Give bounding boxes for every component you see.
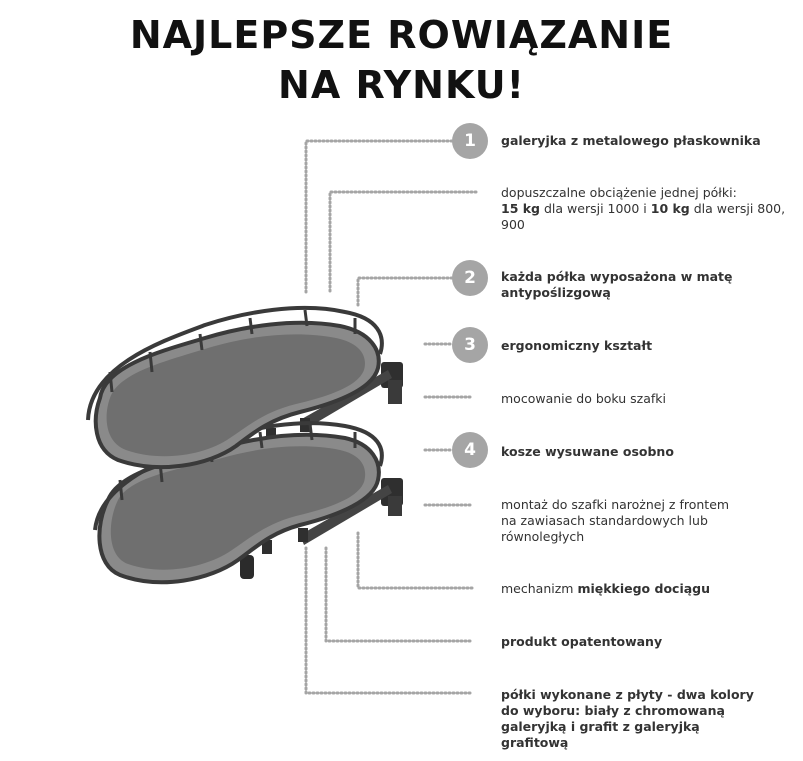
badge-4: 4 (452, 432, 488, 468)
soft-close-text: mechanizm (501, 581, 578, 596)
feature-ergonomic-shape: ergonomiczny kształt (501, 338, 653, 353)
soft-close-bold: miękkiego dociągu (577, 581, 711, 596)
badge-2: 2 (452, 260, 488, 296)
feature-board-colors: półki wykonane z płyty - dwa kolory do wyboru: biały z chromowaną galeryjką i grafit z galeryjką grafitową (501, 687, 754, 750)
feature-load-capacity (501, 185, 801, 233)
load-bold-a: 15 kg (501, 201, 541, 216)
feature-side-mounting: mocowanie do boku szafki (501, 391, 667, 406)
load-text-c: dla wersji 800, 900 (501, 201, 786, 232)
headline-line-1: NAJLEPSZE ROWIĄZANIE (129, 13, 674, 57)
badge-1: 1 (452, 123, 488, 159)
load-text-b: dla wersji 1000 i (540, 201, 651, 216)
load-bold-b: 10 kg (650, 201, 690, 216)
badge-3: 3 (452, 327, 488, 363)
feature-corner-cabinet-mounting: montaż do szafki narożnej z frontem na zawiasach standardowych lub równoległych (501, 497, 730, 544)
feature-anti-slip-mat: każda półka wyposażona w matę antypoślizgową (501, 269, 733, 300)
feature-soft-close (501, 581, 801, 597)
headline-line-2: NA RYNKU! (278, 63, 525, 107)
feature-patented: produkt opatentowany (501, 634, 663, 649)
feature-gallery: galeryjka z metalowego płaskownika (501, 133, 761, 148)
feature-separate-drawers: kosze wysuwane osobno (501, 444, 674, 459)
load-text-a: dopuszczalne obciążenie jednej półki: (501, 185, 737, 200)
